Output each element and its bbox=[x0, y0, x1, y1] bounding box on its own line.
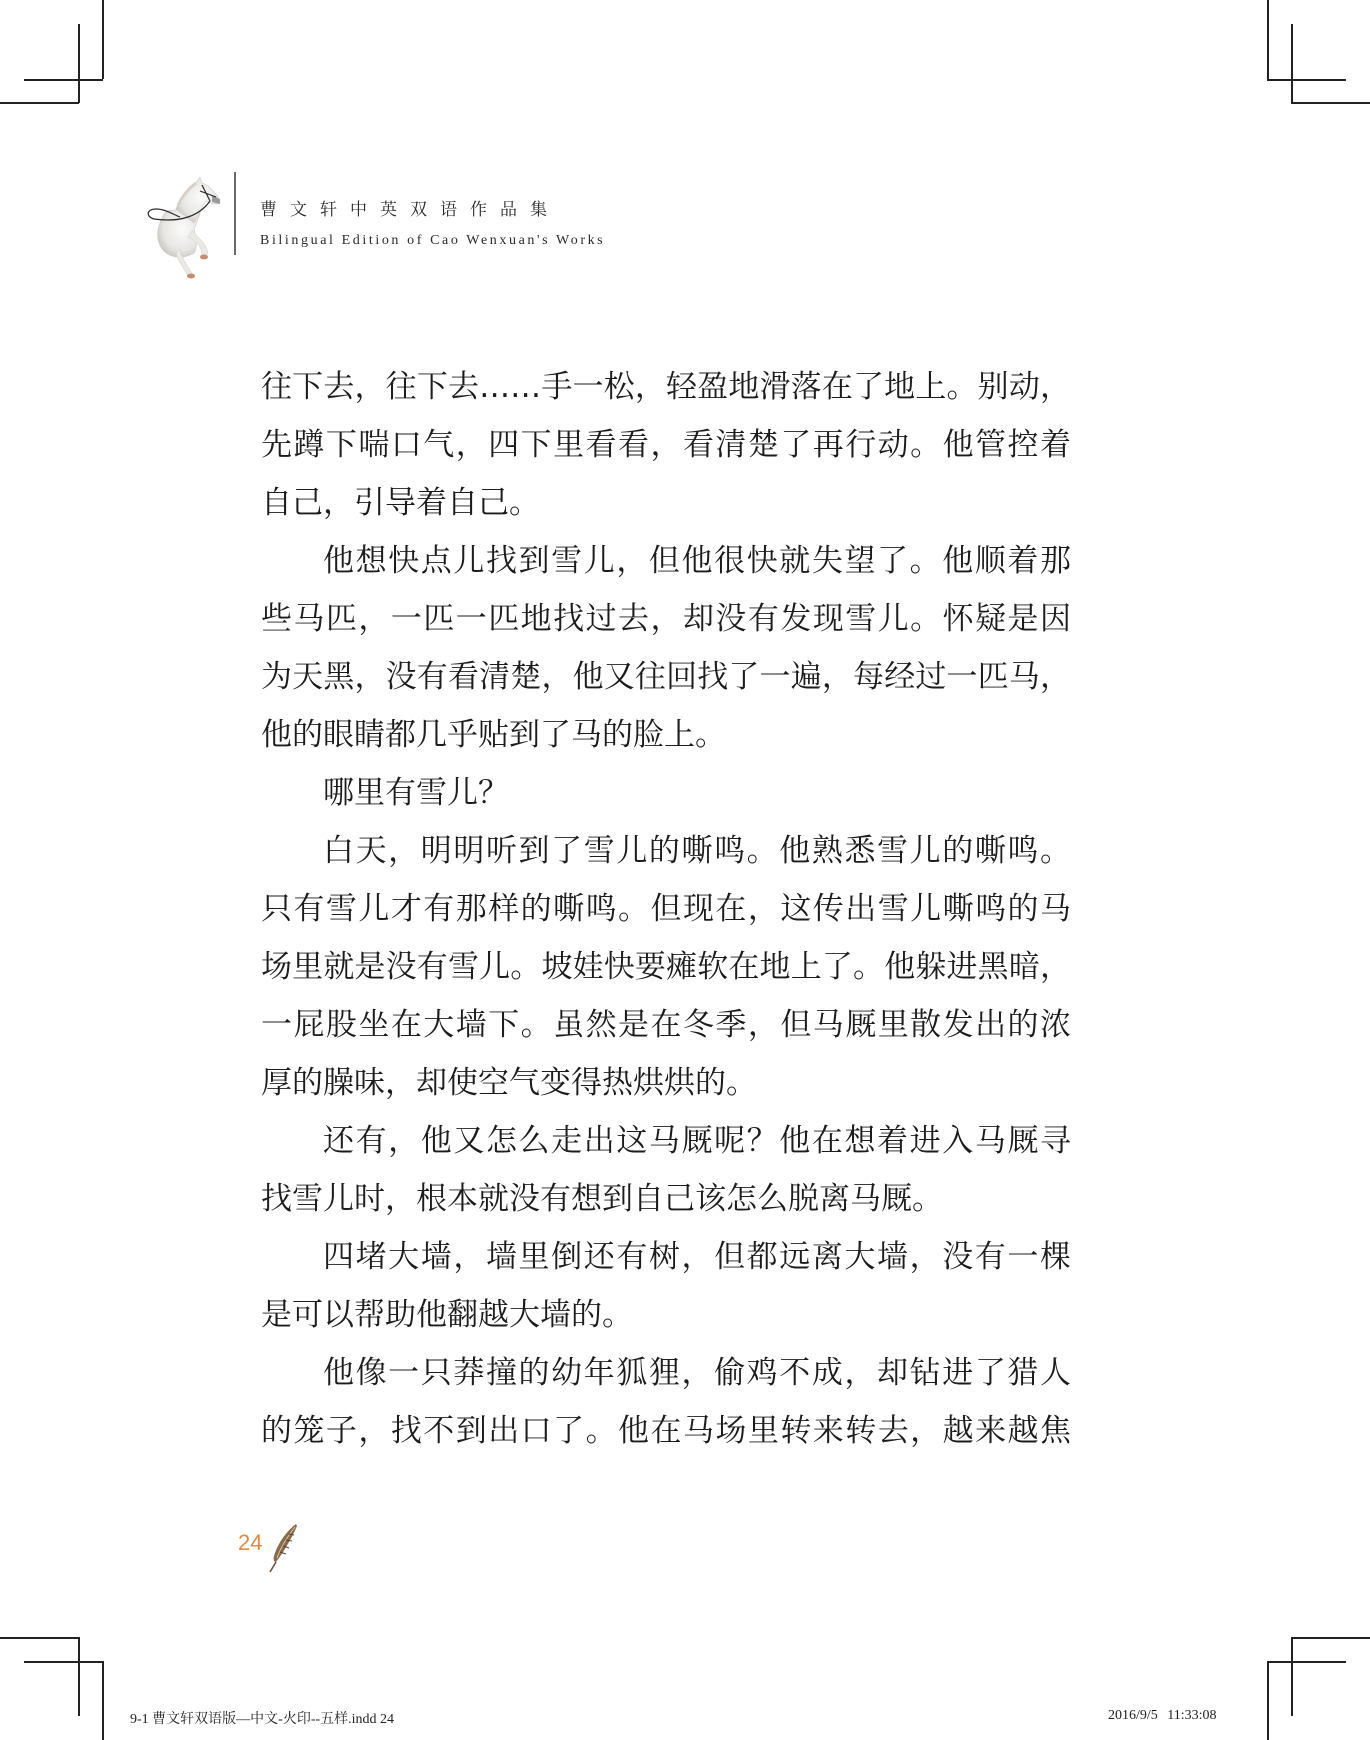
crop-mark-bottom-left-outer-v bbox=[78, 1637, 80, 1716]
text-line: 场里就是没有雪儿。坡娃快要瘫软在地上了。他躲进黑暗， bbox=[261, 949, 1071, 985]
crop-mark-bottom-left-inner-h bbox=[24, 1661, 103, 1663]
feather-icon bbox=[266, 1522, 300, 1574]
white-horse-icon bbox=[136, 171, 228, 279]
crop-mark-top-right-outer-h bbox=[1267, 79, 1346, 81]
page-number: 24 bbox=[238, 1530, 263, 1555]
text-line: 的笼子，找不到出口了。他在马场里转来转去，越来越焦 bbox=[261, 1413, 1071, 1449]
text-line: 一屁股坐在大墙下。虽然是在冬季，但马厩里散发出的浓 bbox=[261, 1007, 1071, 1043]
text-line: 还有，他又怎么走出这马厩呢？他在想着进入马厩寻 bbox=[323, 1123, 1071, 1159]
text-line: 自己，引导着自己。 bbox=[261, 485, 540, 521]
print-slug-timestamp: 2016/9/5 11:33:08 bbox=[1108, 1708, 1217, 1723]
text-line: 些马匹，一匹一匹地找过去，却没有发现雪儿。怀疑是因 bbox=[261, 601, 1071, 637]
text-line: 找雪儿时，根本就没有想到自己该怎么脱离马厩。 bbox=[261, 1181, 943, 1217]
text-line: 是可以帮助他翻越大墙的。 bbox=[261, 1297, 633, 1333]
text-line: 他想快点儿找到雪儿，但他很快就失望了。他顺着那 bbox=[323, 543, 1071, 579]
text-line: 白天，明明听到了雪儿的嘶鸣。他熟悉雪儿的嘶鸣。 bbox=[323, 833, 1071, 869]
text-line: 他的眼睛都几乎贴到了马的脸上。 bbox=[261, 717, 726, 753]
text-line: 哪里有雪儿？ bbox=[323, 775, 509, 811]
text-line: 先蹲下喘口气，四下里看看，看清楚了再行动。他管控着 bbox=[261, 427, 1071, 463]
body-text bbox=[261, 366, 1071, 1468]
crop-mark-top-left-inner-v bbox=[78, 24, 80, 103]
crop-mark-top-right-outer-v bbox=[1267, 0, 1269, 79]
running-header bbox=[130, 165, 690, 280]
text-line: 四堵大墙，墙里倒还有树，但都远离大墙，没有一棵 bbox=[323, 1239, 1071, 1275]
crop-mark-top-right-inner-v bbox=[1291, 24, 1293, 103]
crop-mark-top-right-inner-h bbox=[1291, 102, 1370, 104]
text-line: 厚的臊味，却使空气变得热烘烘的。 bbox=[261, 1065, 757, 1101]
series-title-english: Bilingual Edition of Cao Wenxuan's Works bbox=[260, 233, 606, 248]
text-line: 往下去，往下去……手一松，轻盈地滑落在了地上。别动， bbox=[261, 369, 1071, 405]
crop-mark-top-left-inner-h bbox=[0, 102, 79, 104]
crop-mark-top-left-outer-h bbox=[24, 79, 103, 81]
series-title-chinese: 曹文轩中英双语作品集 bbox=[260, 200, 560, 220]
crop-mark-bottom-left-outer-h bbox=[0, 1637, 79, 1639]
text-line: 只有雪儿才有那样的嘶鸣。但现在，这传出雪儿嘶鸣的马 bbox=[261, 891, 1071, 927]
crop-mark-bottom-right-inner-h bbox=[1267, 1661, 1346, 1663]
text-line: 为天黑，没有看清楚，他又往回找了一遍，每经过一匹马， bbox=[261, 659, 1071, 695]
text-line: 他像一只莽撞的幼年狐狸，偷鸡不成，却钻进了猎人 bbox=[323, 1355, 1071, 1391]
crop-mark-top-left-outer-v bbox=[102, 0, 104, 79]
crop-mark-bottom-right-outer-h bbox=[1291, 1637, 1370, 1639]
crop-mark-bottom-right-outer-v bbox=[1291, 1637, 1293, 1716]
crop-mark-bottom-right-inner-v bbox=[1267, 1661, 1269, 1740]
crop-mark-bottom-left-inner-v bbox=[102, 1661, 104, 1740]
header-divider bbox=[234, 172, 236, 255]
print-slug-filename: 9-1 曹文轩双语版—中文-火印--五样.indd 24 bbox=[130, 1712, 395, 1727]
